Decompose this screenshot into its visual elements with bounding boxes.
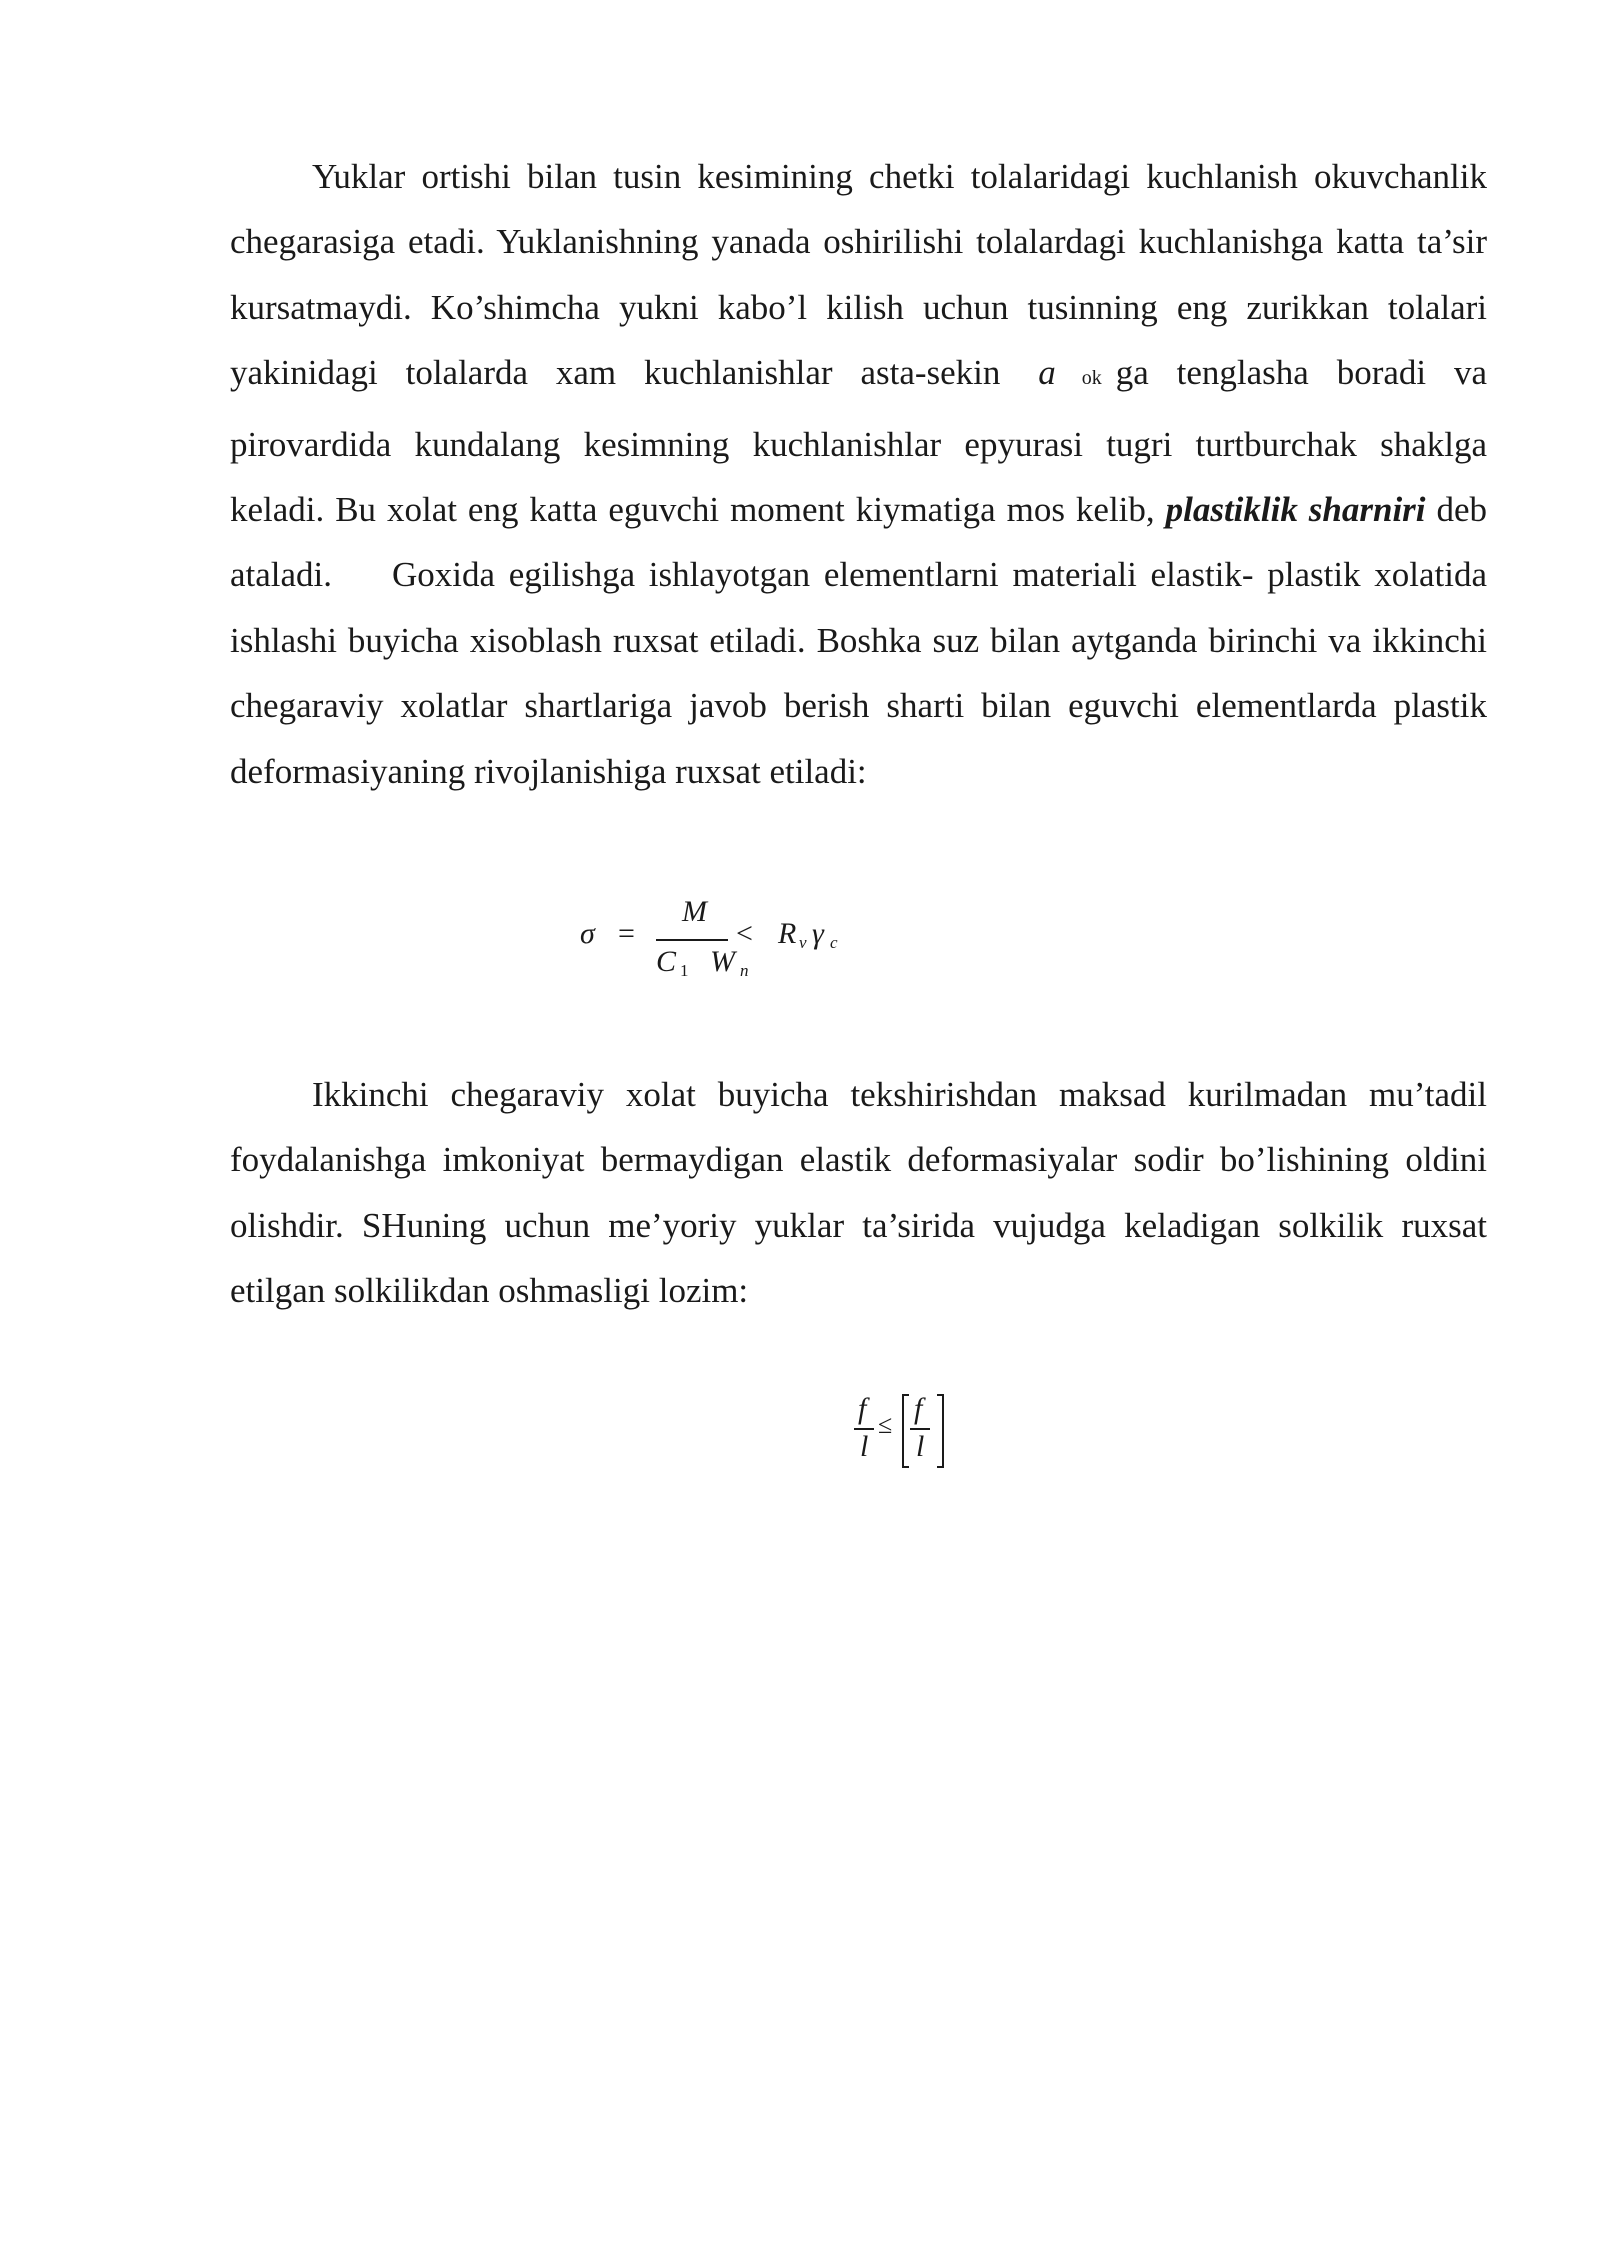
paragraph-second-limit-state xyxy=(230,1062,1487,1324)
stress-symbol-a: a xyxy=(1038,353,1056,393)
paragraph1-part2: ga tenglasha boradi va pirovardida kundalang kesimning kuchlanishlar epyurasi tugri turtburchak shaklga keladi. Bu xolat eng katta eguvchi moment kiymatiga mos kelib, xyxy=(230,353,1488,530)
paragraph-plastic-hinge xyxy=(230,144,1487,804)
formula-r-sub: v xyxy=(799,933,807,952)
formula-gamma: γ xyxy=(812,917,824,950)
fraction-line xyxy=(656,939,728,941)
paragraph1-part1: Yuklar ortishi bilan tusin kesimining chetki tolalaridagi kuchlanish okuvchanlik chegarasiga etadi. Yuklanishning yanada oshirilishi tolalardagi kuchlanishga katta ta’sir kursatmaydi. Ko’shimcha yukni kabo’l kilish uchun tusinning eng zurikkan tolalari yakinidagi tolalarda xam kuchlanishlar asta-sekin xyxy=(230,157,1487,393)
formula2-f: f xyxy=(858,1392,867,1425)
formula-gamma-sub: c xyxy=(830,933,838,952)
formula2-l: l xyxy=(860,1430,869,1463)
paragraph1-part4: Goxida egilishga ishlayotgan elementlarni materiali elastik- plastik xolatida ishlashi buyicha xisoblash ruxsat etiladi. Boshka suz bilan aytganda birinchi va ikkinchi chegaraviy xolatlar shartlariga javob berish sharti bilan eguvchi elementlarda plastik deformasiyaning rivojlanishiga ruxsat etiladi: xyxy=(230,555,1487,791)
formula-den-c: C xyxy=(656,945,677,978)
stress-symbol-subscript: ok xyxy=(1081,367,1102,390)
formula-equals: = xyxy=(618,917,635,950)
formula-den-c-sub: 1 xyxy=(680,961,689,980)
formula-numerator: M xyxy=(682,895,707,928)
formula-stress-condition xyxy=(580,895,880,1005)
formula2-l-allowed: l xyxy=(916,1430,925,1463)
paragraph2-text: Ikkinchi chegaraviy xolat buyicha tekshirishdan maksad kurilmadan mu’tadil foydalanishga imkoniyat bermaydigan elastik deformasiyalar sodir bo’lishining oldini olishdir. SHuning uchun me’yoriy yuklar ta’sirida vujudga keladigan solkilik ruxsat etilgan solkilikdan oshmasligi lozim: xyxy=(230,1075,1487,1311)
formula-sigma: σ xyxy=(580,917,595,950)
formula-den-w: W xyxy=(710,945,735,978)
formula-den-w-sub: n xyxy=(740,961,749,980)
formula-less-than: < xyxy=(736,917,753,950)
term-plastic-hinge: plastiklik sharniri xyxy=(1165,490,1426,530)
formula2-less-equal: ≤ xyxy=(878,1410,893,1439)
formula-r: R xyxy=(778,917,797,950)
formula-deflection-limit xyxy=(850,1390,950,1480)
formula2-f-allowed: f xyxy=(914,1392,923,1425)
paragraph1-part3: deb ataladi. xyxy=(230,490,1488,595)
